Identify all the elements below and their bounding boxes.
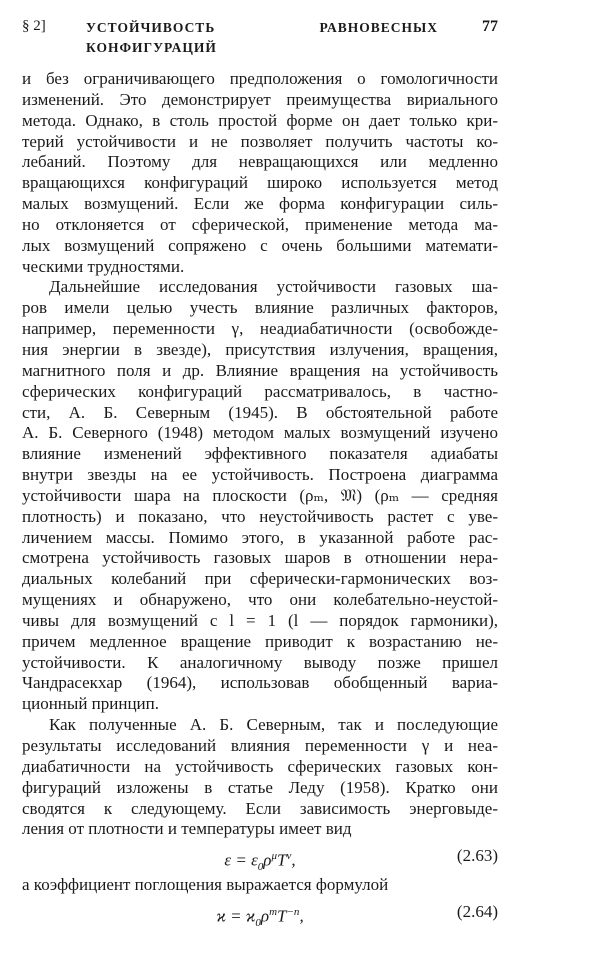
text-line: личением массы. Помимо этого, в указанной работе рас- [22, 527, 498, 547]
text-line: вращающихся конфигураций широко используется метод [22, 173, 498, 193]
eq-sub: 0 [257, 861, 264, 874]
equation-formula [22, 896, 498, 939]
text-line: причем медленное вращение приводит к возрастанию не- [22, 631, 498, 651]
text-line: Дальнейшие исследования устойчивости газовых ша- [49, 277, 498, 297]
eq-tail: , [291, 850, 296, 870]
page-number: 77 [482, 18, 498, 35]
text-line: терий устойчивости и не позволяет получить частоты ко- [22, 131, 498, 151]
text-line: ния энергии в звезде), присутствия излучения, вращения, [22, 339, 498, 359]
text-line: Чандрасекхар (1964), использовав обобщенный вариа- [22, 673, 498, 693]
text-line: а коэффициент поглощения выражается формулой [22, 875, 389, 895]
text-line: результаты исследований влияния переменности γ и неа- [22, 736, 498, 755]
eq-sup: μ [271, 850, 277, 863]
text-line: устойчивости шара на плоскости (ρₘ, 𝔐) (ρₘ — средняя [22, 485, 498, 505]
text-line: устойчивости. К аналогичному выводу позже пришел [22, 652, 498, 672]
text-line: ления от плотности и температуры имеет вид [22, 819, 352, 839]
text-line: малых возмущений. Если же форма конфигурации силь- [22, 194, 498, 214]
eq-sup: −n [286, 906, 300, 919]
text-line: фигураций изложены в статье Леду (1958). Кратко они [22, 777, 498, 797]
text-line: смотрена устойчивость газовых шаров в отношении нера- [22, 548, 498, 568]
equation-number: (2.64) [456, 902, 498, 922]
equation-2-63 [22, 840, 498, 872]
text-line: А. Б. Северного (1948) методом малых возмущений изучено [22, 423, 498, 443]
text-line: плотность) и показано, что неустойчивость растет с уве- [22, 506, 498, 526]
text-line: ционный принцип. [22, 694, 159, 714]
equation-formula [22, 840, 498, 883]
text-line: сти, А. Б. Северным (1945). В обстоятельной работе [22, 402, 498, 422]
paragraph [22, 277, 498, 715]
text-line: чивы для возмущений с l = 1 (l — порядок гармоники), [22, 610, 498, 630]
eq-rho: ρ [263, 850, 272, 870]
eq-rho: ρ [260, 906, 270, 926]
eq-t: T [277, 906, 287, 926]
eq-t: T [276, 850, 287, 870]
text-line: лебаний. Поэтому для невращающихся или медленно [22, 152, 498, 172]
running-title: УСТОЙЧИВОСТЬ РАВНОВЕСНЫХ КОНФИГУРАЦИЙ [86, 20, 438, 55]
text-line: например, переменности γ, неадиабатичности (освобожде- [22, 319, 498, 339]
text-line: но отклоняется от сферической, применение метода ма- [22, 214, 498, 234]
text-line: Как полученные А. Б. Северным, так и последующие [49, 715, 498, 735]
equation-2-64 [22, 896, 498, 928]
paragraph [22, 715, 498, 840]
text-line: магнитного поля и др. Влияние вращения на устойчивость [22, 360, 498, 380]
paragraphs [22, 69, 498, 840]
eq-sup: ν [286, 850, 292, 863]
text-line: ров имели целью учесть влияние различных факторов, [22, 298, 498, 318]
text-line: диальных колебаний при сферически-гармонических воз- [22, 569, 498, 589]
text-line: влияние изменений эффективного показателя адиабаты [22, 444, 498, 464]
running-header [22, 18, 498, 55]
text-line: внутри звезды на ее устойчивость. Построена диаграмма [22, 465, 498, 485]
text-line: и без ограничивающего предположения о гомологичности [22, 69, 498, 88]
text-line: лых возмущений сопряжено с очень большими математи- [22, 235, 498, 255]
eq-sub: 0 [255, 917, 261, 930]
paragraph [22, 69, 498, 277]
eq-lhs: ϰ = ϰ [216, 906, 256, 926]
text-line: изменений. Это демонстрирует преимущества вириального [22, 89, 498, 109]
eq-tail: , [299, 906, 304, 926]
text-line: метода. Однако, в столь простой форме он дает только кри- [22, 110, 498, 130]
eq-sup: m [269, 906, 278, 919]
text-line: ческими трудностями. [22, 256, 185, 276]
eq-lhs: ε = ε [224, 850, 258, 870]
text-line: сферических конфигураций рассматривалось, в частно- [22, 381, 498, 401]
section-marker: § 2] [22, 18, 46, 34]
page-body [22, 69, 498, 928]
text-line: мущениях и обнаружено, что они колебательно-неустой- [22, 590, 498, 610]
text-line: сводятся к следующему. Если зависимость энерговыде- [22, 798, 498, 818]
equation-number: (2.63) [456, 846, 498, 866]
text-line: диабатичности на устойчивость сферических газовых кон- [22, 756, 498, 776]
